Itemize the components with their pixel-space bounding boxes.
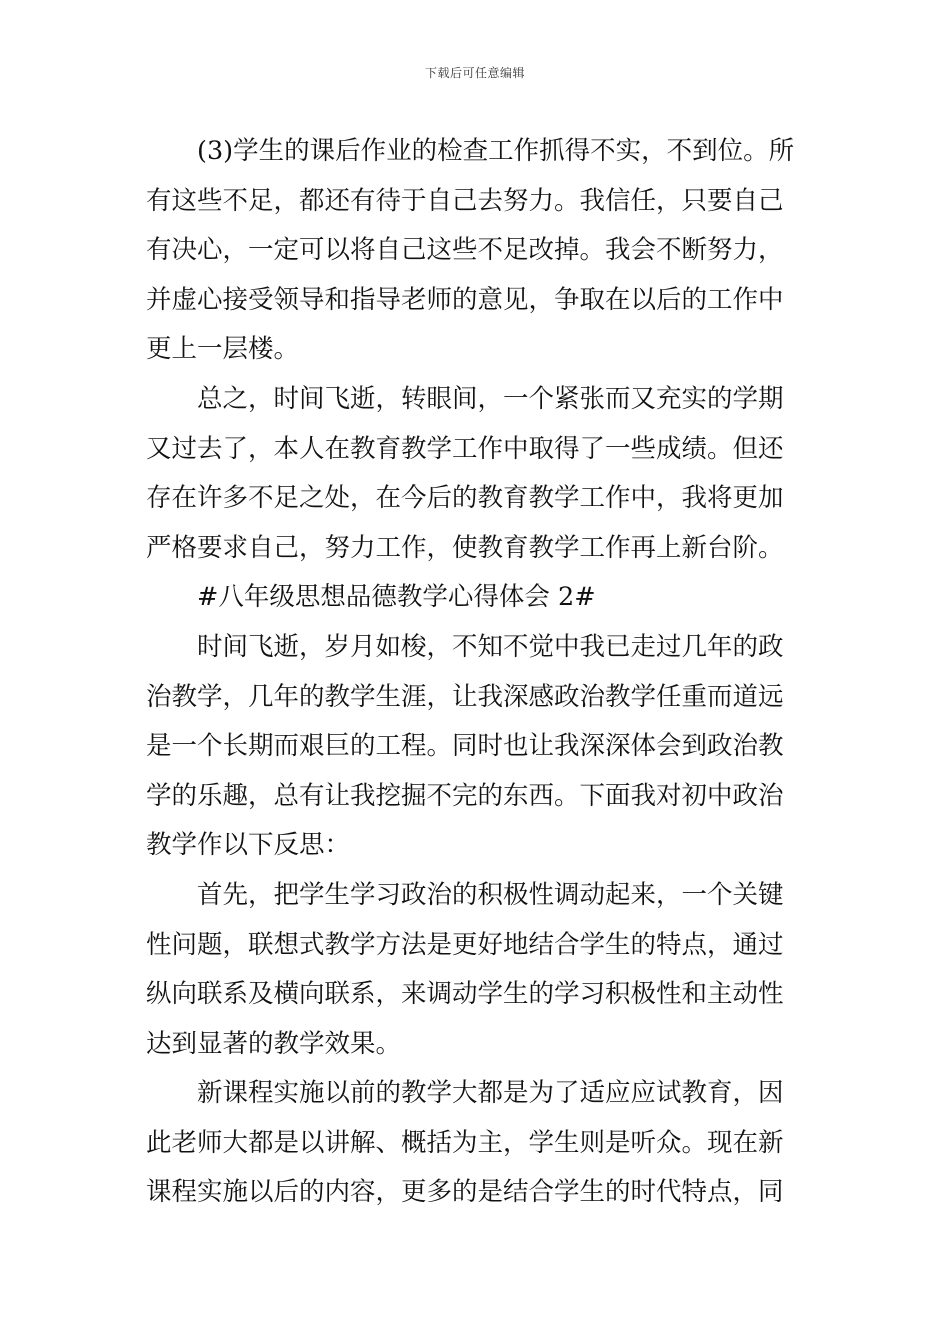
page-header: 下载后可任意编辑 <box>424 66 525 80</box>
document-body <box>146 127 806 1218</box>
paragraph: 总之，时间飞逝，转眼间，一个紧张而又充实的学期又过去了，本人在教育教学工作中取得了一些成绩。但还存在许多不足之处，在今后的教育教学工作中，我将更加严格要求自己，努力工作，使教育教学工作再上新台阶。 <box>146 383 784 563</box>
paragraph: 首先，把学生学习政治的积极性调动起来，一个关键性问题，联想式教学方法是更好地结合学生的特点，通过纵向联系及横向联系，来调动学生的学习积极性和主动性达到显著的教学效果。 <box>146 879 784 1059</box>
paragraph: 时间飞逝，岁月如梭，不知不觉中我已走过几年的政治教学，几年的教学生涯，让我深感政治教学任重而道远是一个长期而艰巨的工程。同时也让我深深体会到政治教学的乐趣，总有让我挖掘不完的东西。下面我对初中政治教学作以下反思： <box>146 631 784 861</box>
section-heading: #八年级思想品德教学心得体会 2# <box>197 582 596 613</box>
paragraph: 新课程实施以前的教学大都是为了适应应试教育，因此老师大都是以讲解、概括为主，学生则是听众。现在新课程实施以后的内容，更多的是结合学生的时代特点，同 <box>146 1078 784 1208</box>
paragraph: (3)学生的课后作业的检查工作抓得不实，不到位。所有这些不足，都还有待于自己去努力。我信任，只要自己有决心，一定可以将自己这些不足改掉。我会不断努力，并虚心接受领导和指导老师的意见，争取在以后的工作中更上一层楼。 <box>146 136 795 365</box>
